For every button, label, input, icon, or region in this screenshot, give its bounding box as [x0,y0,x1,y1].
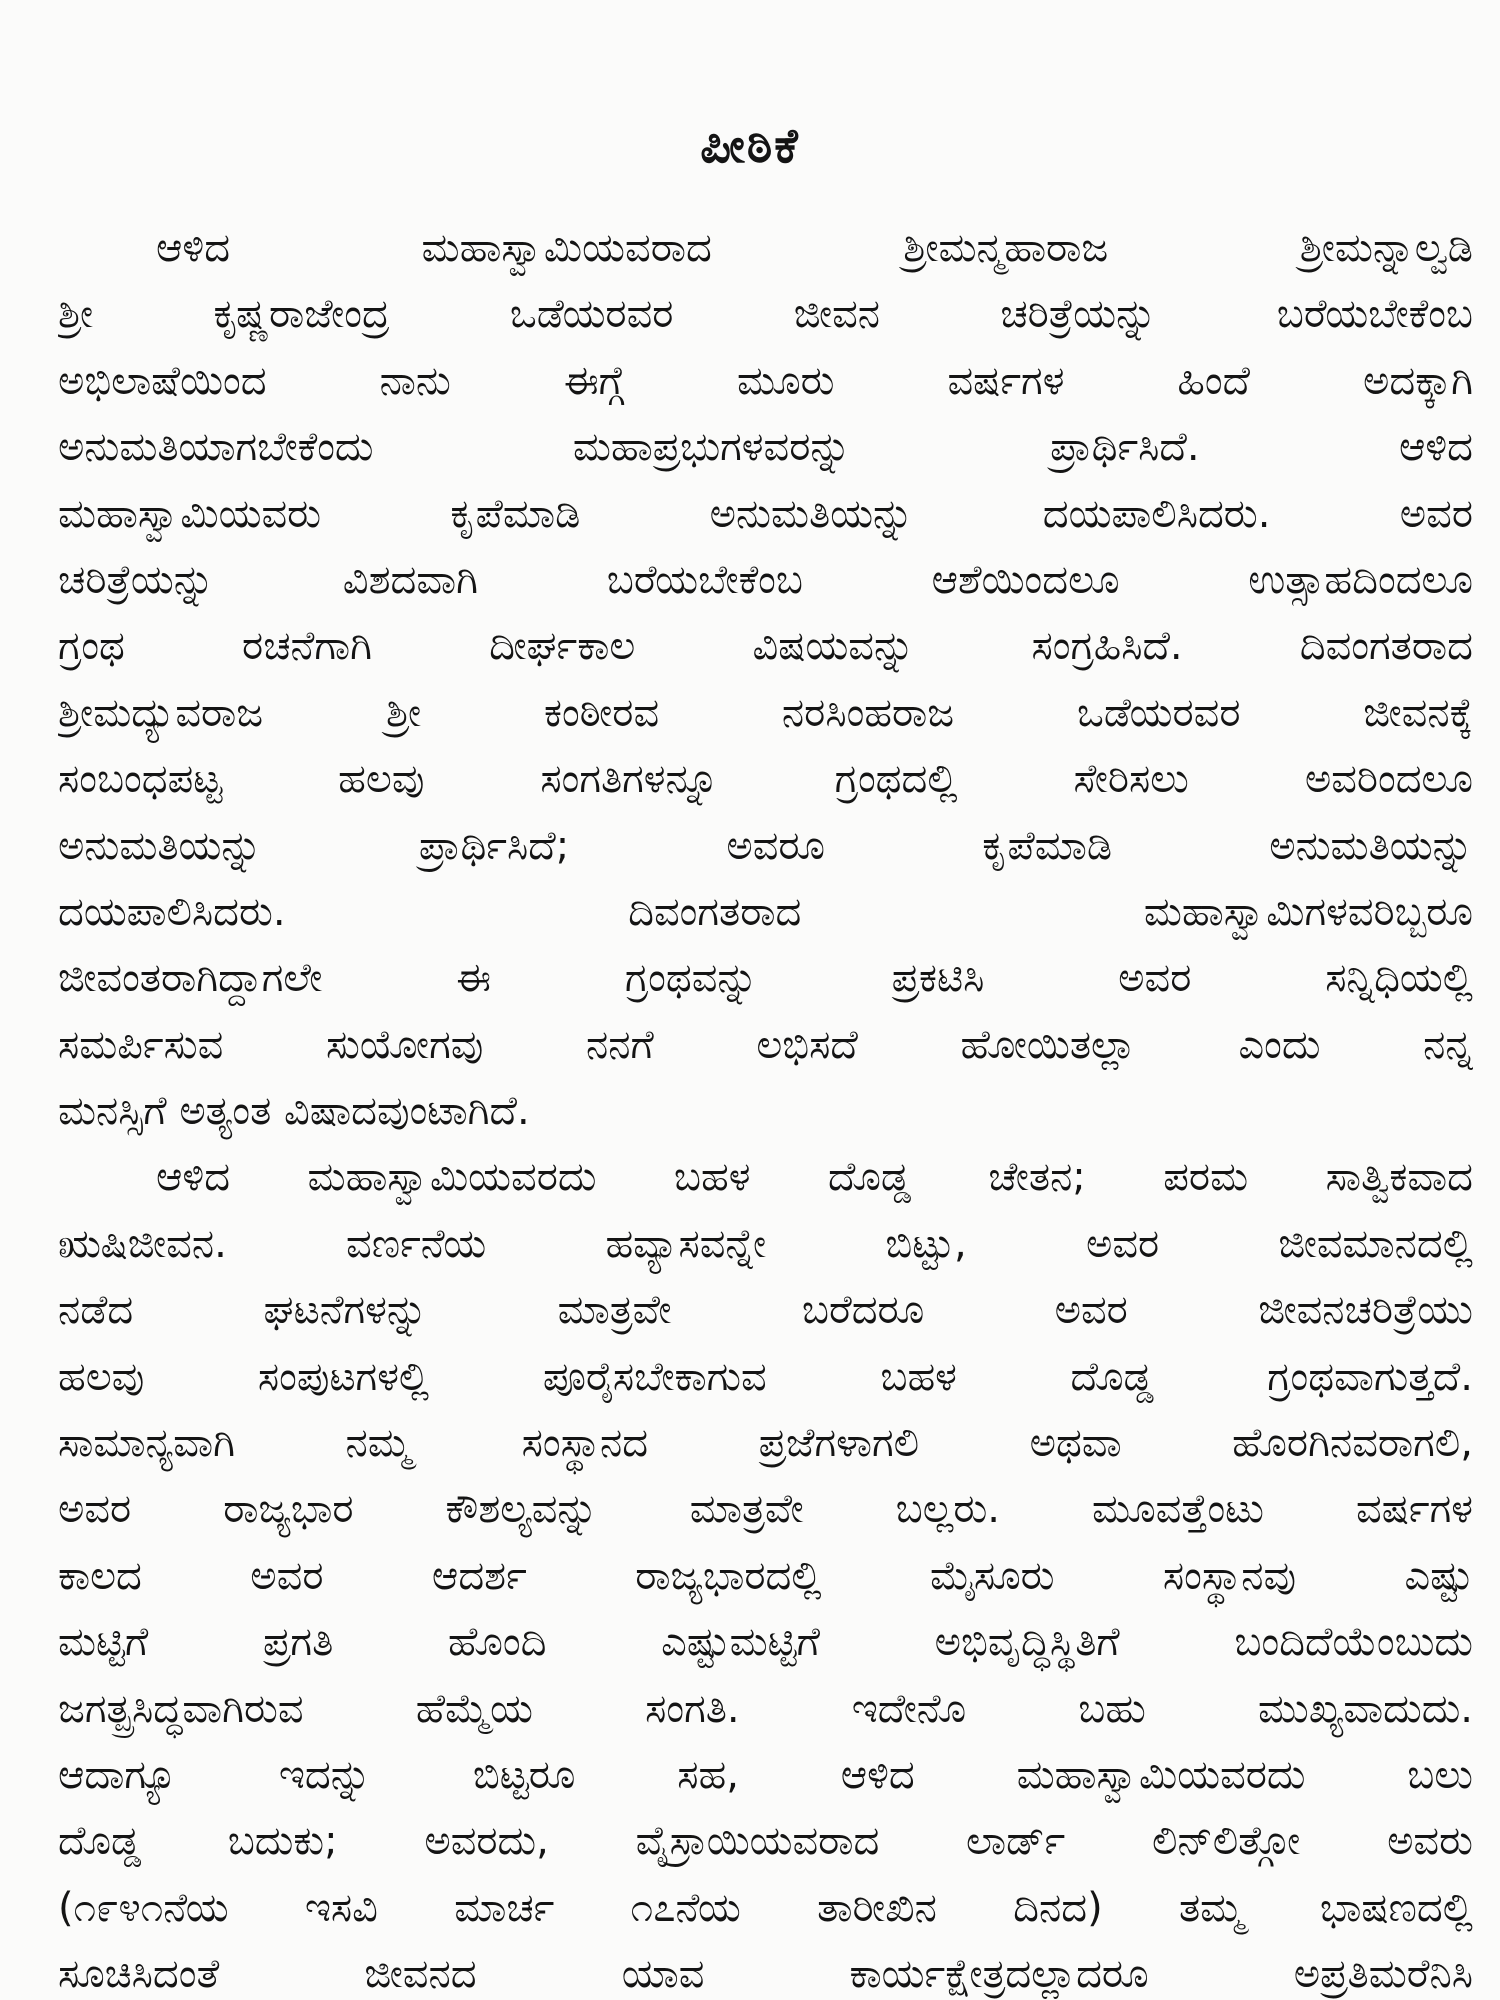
text-line: ಜಗತ್ಪ್ರಸಿದ್ಧವಾಗಿರುವ ಹೆಮ್ಮೆಯ ಸಂಗತಿ. ಇದೇನೊ ಬಹು ಮುಖ್ಯವಾದುದು. [58,1685,1473,1732]
text-line: ಆಳಿದ ಮಹಾಸ್ವಾಮಿಯವರಾದ ಶ್ರೀಮನ್ಮಹಾರಾಜ ಶ್ರೀಮನ್ನಾಲ್ವಡಿ [156,225,1473,271]
text-line: ಅವರ ರಾಜ್ಯಭಾರ ಕೌಶಲ್ಯವನ್ನು ಮಾತ್ರವೇ ಬಲ್ಲರು. ಮೂವತ್ತೆಂಟು ವರ್ಷಗಳ [58,1486,1473,1533]
text-line: ಸಂಬಂಧಪಟ್ಟ ಹಲವು ಸಂಗತಿಗಳನ್ನೂ ಗ್ರಂಥದಲ್ಲಿ ಸೇರಿಸಲು ಅವರಿಂದಲೂ [58,756,1473,803]
paragraph-2 [58,1144,1473,2000]
text-line: ಚರಿತ್ರೆಯನ್ನು ವಿಶದವಾಗಿ ಬರೆಯಬೇಕೆಂಬ ಆಶೆಯಿಂದಲೂ ಉತ್ಸಾಹದಿಂದಲೂ [58,556,1473,603]
text-line: ಮಟ್ಟಿಗೆ ಪ್ರಗತಿ ಹೊಂದಿ ಎಷ್ಟುಮಟ್ಟಿಗೆ ಅಭಿವೃದ್ಧಿಸ್ಥಿತಿಗೆ ಬಂದಿದೆಯೆಂಬುದು [58,1619,1473,1666]
text-line: ಕಾಲದ ಅವರ ಆದರ್ಶ ರಾಜ್ಯಭಾರದಲ್ಲಿ ಮೈಸೂರು ಸಂಸ್ಥಾನವು ಎಷ್ಟು [58,1552,1473,1599]
text-line: ಅಭಿಲಾಷೆಯಿಂದ ನಾನು ಈಗ್ಗೆ ಮೂರು ವರ್ಷಗಳ ಹಿಂದೆ ಅದಕ್ಕಾಗಿ [58,357,1473,404]
text-line: ಗ್ರಂಥ ರಚನೆಗಾಗಿ ದೀರ್ಘಕಾಲ ವಿಷಯವನ್ನು ಸಂಗ್ರಹಿಸಿದೆ. ದಿವಂಗತರಾದ [58,623,1473,670]
text-line: ಜೀವಂತರಾಗಿದ್ದಾಗಲೇ ಈ ಗ್ರಂಥವನ್ನು ಪ್ರಕಟಿಸಿ ಅವರ ಸನ್ನಿಧಿಯಲ್ಲಿ [58,955,1473,1002]
text-line: ಹಲವು ಸಂಪುಟಗಳಲ್ಲಿ ಪೂರೈಸಬೇಕಾಗುವ ಬಹಳ ದೊಡ್ಡ ಗ್ರಂಥವಾಗುತ್ತದೆ. [58,1353,1473,1400]
text-line: ಮಹಾಸ್ವಾಮಿಯವರು ಕೃಪೆಮಾಡಿ ಅನುಮತಿಯನ್ನು ದಯಪಾಲಿಸಿದರು. ಅವರ [58,490,1473,537]
text-line: ದಯಪಾಲಿಸಿದರು. ದಿವಂಗತರಾದ ಮಹಾಸ್ವಾಮಿಗಳವರಿಬ್ಬರೂ [58,888,1473,935]
text-line: ದೊಡ್ಡ ಬದುಕು; ಅವರದು, ವೈಸ್ರಾಯಿಯವರಾದ ಲಾರ್ಡ್ ಲಿನ್‌ಲಿತ್ಗೋ ಅವರು [58,1818,1473,1865]
text-line: ಸಾಮಾನ್ಯವಾಗಿ ನಮ್ಮ ಸಂಸ್ಥಾನದ ಪ್ರಜೆಗಳಾಗಲಿ ಅಥವಾ ಹೊರಗಿನವರಾಗಲಿ, [58,1420,1473,1467]
text-line: ಅನುಮತಿಯಾಗಬೇಕೆಂದು ಮಹಾಪ್ರಭುಗಳವರನ್ನು ಪ್ರಾರ್ಥಿಸಿದೆ. ಆಳಿದ [58,424,1473,471]
text-line: ಸಮರ್ಪಿಸುವ ಸುಯೋಗವು ನನಗೆ ಲಭಿಸದೆ ಹೋಯಿತಲ್ಲಾ ಎಂದು ನನ್ನ [58,1021,1473,1068]
paragraph-1 [58,215,1473,1144]
text-line: ಶ್ರೀ ಕೃಷ್ಣರಾಜೇಂದ್ರ ಒಡೆಯರವರ ಜೀವನ ಚರಿತ್ರೆಯನ್ನು ಬರೆಯಬೇಕೆಂಬ [58,291,1473,338]
text-line: ಮನಸ್ಸಿಗೆ ಅತ್ಯಂತ ವಿಷಾದವುಂಟಾಗಿದೆ. [58,1088,530,1135]
preface-body [58,215,1473,2000]
text-line: (೧೯೪೧ನೆಯ ಇಸವಿ ಮಾರ್ಚ ೧೭ನೆಯ ತಾರೀಖಿನ ದಿನದ) ತಮ್ಮ ಭಾಷಣದಲ್ಲಿ [58,1884,1473,1931]
page-title: ಪೀಠಿಕೆ [700,118,800,174]
text-line: ಅನುಮತಿಯನ್ನು ಪ್ರಾರ್ಥಿಸಿದೆ; ಅವರೂ ಕೃಪೆಮಾಡಿ ಅನುಮತಿಯನ್ನು [58,822,1473,869]
text-line: ಆದಾಗ್ಯೂ ಇದನ್ನು ಬಿಟ್ಟರೂ ಸಹ, ಆಳಿದ ಮಹಾಸ್ವಾಮಿಯವರದು ಬಲು [58,1751,1473,1798]
text-line: ಸೂಚಿಸಿದಂತೆ ಜೀವನದ ಯಾವ ಕಾರ್ಯಕ್ಷೇತ್ರದಲ್ಲಾದರೂ ಅಪ್ರತಿಮರೆನಿಸಿ [58,1951,1473,1998]
text-line: ನಡೆದ ಘಟನೆಗಳನ್ನು ಮಾತ್ರವೇ ಬರೆದರೂ ಅವರ ಜೀವನಚರಿತ್ರೆಯು [58,1287,1473,1334]
text-line: ಆಳಿದ ಮಹಾಸ್ವಾಮಿಯವರದು ಬಹಳ ದೊಡ್ಡ ಚೇತನ; ಪರಮ ಸಾತ್ವಿಕವಾದ [156,1154,1473,1201]
text-line: ಋಷಿಜೀವನ. ವರ್ಣನೆಯ ಹವ್ಯಾಸವನ್ನೇ ಬಿಟ್ಟು, ಅವರ ಜೀವಮಾನದಲ್ಲಿ [58,1220,1473,1267]
text-line: ಶ್ರೀಮದ್ಯುವರಾಜ ಶ್ರೀ ಕಂಠೀರವ ನರಸಿಂಹರಾಜ ಒಡೆಯರವರ ಜೀವನಕ್ಕೆ [58,689,1473,736]
